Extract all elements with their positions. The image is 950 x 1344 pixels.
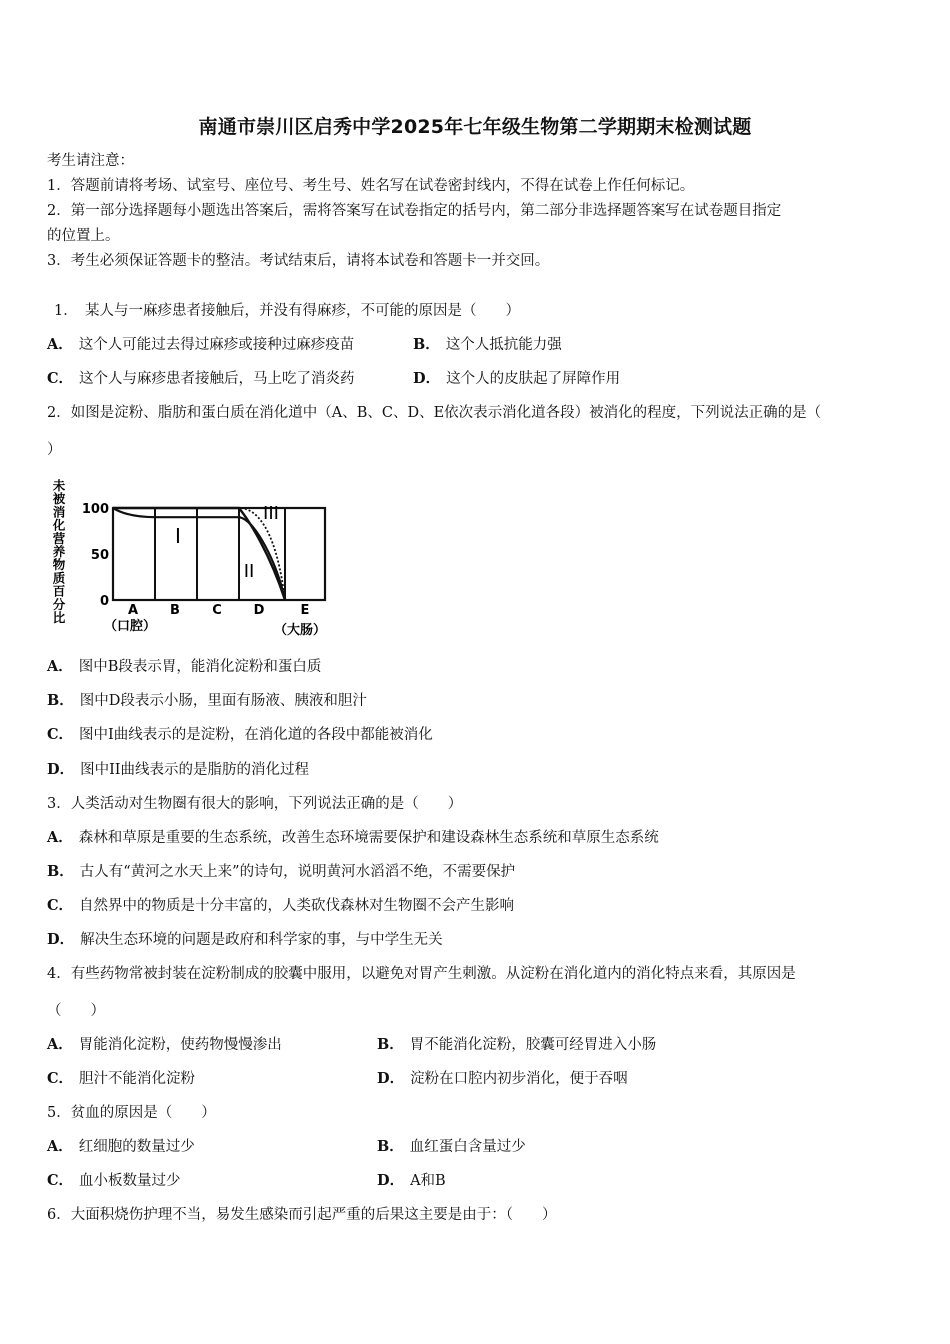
option-text: 这个人与麻疹患者接触后，马上吃了消炎药 [79, 371, 355, 387]
question-2-stem-cont: ） [47, 442, 62, 458]
option-text: 血小板数量过少 [79, 1173, 181, 1189]
series-line-II [113, 508, 285, 600]
question-1-stem: 1． 某人与一麻疹患者接触后，并没有得麻疹，不可能的原因是（ ） [54, 303, 520, 319]
notice-item: 2．第一部分选择题每小题选出答案后，需将答案写在试卷指定的括号内，第二部分非选择题答案写在试卷题目指定 [47, 203, 782, 219]
option-text: 血红蛋白含量过少 [409, 1139, 526, 1155]
notice-item: 1．答题前请将考场、试室号、座位号、考生号、姓名写在试卷密封线内，不得在试卷上作任何标记。 [47, 178, 695, 194]
option-label: C． [47, 1172, 74, 1189]
y-axis-label-char: 消 [52, 504, 66, 520]
option-label: B． [377, 1036, 404, 1053]
option-label: C． [47, 370, 74, 387]
option-label: D． [377, 1172, 405, 1189]
x-category-label: E [300, 603, 310, 618]
x-category-note: （大肠） [273, 623, 327, 638]
question-2-option-a[interactable] [47, 657, 321, 677]
question-3-option-c[interactable] [47, 896, 514, 916]
y-tick-label: 0 [99, 594, 109, 609]
question-2-stem: 2．如图是淀粉、脂肪和蛋白质在消化道中（A、B、C、D、E依次表示消化道各段）被消化的程度，下列说法正确的是（ [47, 405, 822, 421]
question-5-option-a[interactable] [47, 1137, 195, 1157]
option-label: B． [413, 336, 440, 353]
page-title: 南通市崇川区启秀中学2025年七年级生物第二学期期末检测试题 [198, 116, 752, 138]
x-category-label: D [253, 603, 265, 618]
question-3-option-d[interactable] [47, 930, 443, 950]
option-text: 胆汁不能消化淀粉 [79, 1071, 196, 1087]
option-label: D． [47, 931, 75, 948]
option-text: 淀粉在口腔内初步消化，便于吞咽 [410, 1071, 628, 1087]
question-4-option-b[interactable] [377, 1035, 656, 1055]
x-category-note: （口腔） [103, 619, 157, 634]
question-3-option-b[interactable] [47, 862, 515, 882]
option-text: 森林和草原是重要的生态系统，改善生态环境需要保护和建设森林生态系统和草原生态系统 [78, 830, 659, 846]
y-axis-label-char: 比 [52, 610, 66, 625]
question-1-option-a[interactable] [47, 335, 354, 355]
series-label-I: I [175, 523, 181, 548]
option-text: 红细胞的数量过少 [78, 1139, 195, 1155]
x-category-label: A [127, 603, 139, 618]
question-1-option-c[interactable] [47, 369, 355, 389]
plot-frame [113, 508, 325, 600]
option-text: 胃能消化淀粉，使药物慢慢渗出 [78, 1037, 282, 1053]
question-4-stem-cont: （ ） [47, 1003, 105, 1019]
option-label: C． [47, 897, 74, 914]
option-text: 自然界中的物质是十分丰富的，人类砍伐森林对生物圈不会产生影响 [79, 898, 515, 914]
series-line-I [113, 508, 285, 600]
option-label: B． [47, 692, 74, 709]
option-text: 图中D段表示小肠，里面有肠液、胰液和胆汁 [79, 693, 367, 709]
question-1-option-b[interactable] [413, 335, 562, 355]
notice-heading: 考生请注意： [47, 153, 134, 169]
option-label: A． [47, 1138, 73, 1155]
series-label-III: III [263, 503, 279, 525]
option-label: D． [413, 370, 441, 387]
notice-item: 3．考生必须保证答题卡的整洁。考试结束后，请将本试卷和答题卡一并交回。 [47, 253, 550, 269]
y-axis-label-char: 被 [52, 491, 66, 507]
question-2-option-b[interactable] [47, 691, 367, 711]
option-label: A． [47, 336, 73, 353]
question-4-option-c[interactable] [47, 1069, 195, 1089]
y-axis-label-char: 营 [52, 530, 66, 546]
option-label: A． [47, 1036, 73, 1053]
question-3-stem: 3．人类活动对生物圈有很大的影响，下列说法正确的是（ ） [47, 796, 463, 812]
option-text: 图中I曲线表示的是淀粉，在消化道的各段中都能被消化 [79, 727, 433, 743]
option-text: 图中II曲线表示的是脂肪的消化过程 [80, 762, 310, 778]
series-label-II: II [243, 561, 255, 582]
question-4-option-d[interactable] [377, 1069, 628, 1089]
x-category-label: C [212, 603, 222, 618]
question-2-option-d[interactable] [47, 760, 309, 780]
option-label: D． [47, 761, 75, 778]
y-axis-label-char: 化 [52, 517, 66, 533]
y-axis-label-char: 分 [52, 596, 66, 612]
x-category-label: B [170, 603, 180, 618]
y-tick-label: 100 [81, 502, 109, 517]
question-5-option-d[interactable] [377, 1171, 446, 1191]
option-label: C． [47, 726, 74, 743]
option-text: 这个人抵抗能力强 [445, 337, 562, 353]
option-label: D． [377, 1070, 405, 1087]
question-4-stem: 4．有些药物常被封装在淀粉制成的胶囊中服用，以避免对胃产生刺激。从淀粉在消化道内的消化特点来看，其原因是 [47, 966, 796, 982]
y-axis-label-char: 未 [52, 478, 66, 493]
y-axis-label-char: 百 [52, 583, 66, 599]
option-text: 这个人的皮肤起了屏障作用 [446, 371, 621, 387]
y-tick-label: 50 [90, 548, 109, 563]
option-text: 图中B段表示胃，能消化淀粉和蛋白质 [78, 659, 322, 675]
question-2-option-c[interactable] [47, 725, 433, 745]
option-label: C． [47, 1070, 74, 1087]
option-text: A和B [410, 1173, 446, 1189]
y-axis-label-char: 质 [52, 570, 66, 586]
option-label: A． [47, 658, 73, 675]
question-5-option-c[interactable] [47, 1171, 181, 1191]
option-label: B． [47, 863, 74, 880]
question-6-stem: 6．大面积烧伤护理不当，易发生感染而引起严重的后果这主要是由于：（ ） [47, 1207, 557, 1223]
question-5-stem: 5．贫血的原因是（ ） [47, 1105, 216, 1121]
option-text: 这个人可能过去得过麻疹或接种过麻疹疫苗 [78, 337, 355, 353]
notice-item: 的位置上。 [47, 228, 120, 244]
option-label: B． [377, 1138, 404, 1155]
option-text: 胃不能消化淀粉，胶囊可经胃进入小肠 [409, 1037, 657, 1053]
option-text: 解决生态环境的问题是政府和科学家的事，与中学生无关 [80, 932, 443, 948]
option-label: A． [47, 829, 73, 846]
y-axis-label-char: 物 [52, 557, 66, 573]
question-3-option-a[interactable] [47, 828, 659, 848]
digestion-chart [45, 478, 355, 643]
y-axis-label-char: 养 [52, 544, 66, 559]
question-5-option-b[interactable] [377, 1137, 526, 1157]
option-text: 古人有“黄河之水天上来”的诗句，说明黄河水滔滔不绝，不需要保护 [79, 864, 516, 880]
digestion-chart-svg [45, 478, 355, 643]
question-1-option-d[interactable] [413, 369, 620, 389]
question-4-option-a[interactable] [47, 1035, 282, 1055]
